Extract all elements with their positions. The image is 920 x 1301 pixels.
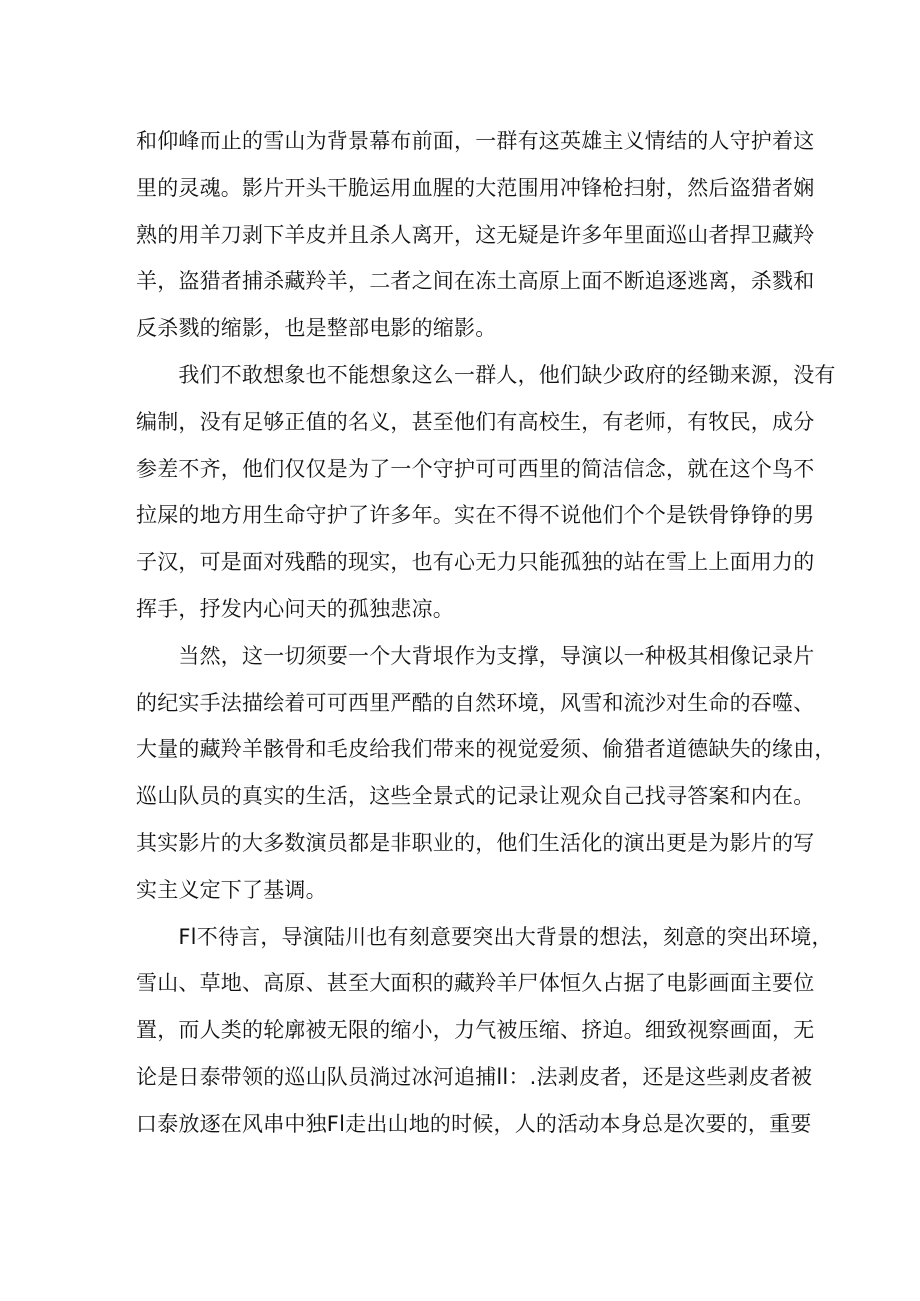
text-line: 论是日泰带领的巡山队员淌过冰河追捕ll：.法剥皮者，还是这些剥皮者被 xyxy=(136,1064,813,1089)
text-line: 其实影片的大多数演员都是非职业的，他们生活化的演出更是为影片的写 xyxy=(136,830,815,855)
text-line: 的纪实手法描绘着可可西里严酷的自然环境，风雪和流沙对生命的吞噬、 xyxy=(136,690,815,715)
text-line: 我们不敢想象也不能想象这么一群人，他们缺少政府的经锄来源，没有 xyxy=(136,362,836,387)
text-line: 挥手，抒发内心问天的孤独悲凉。 xyxy=(136,596,454,621)
text-line: 和仰峰而止的雪山为背景幕布前面，一群有这英雄主义情结的人守护着这 xyxy=(136,129,815,153)
text-line: 大量的藏羚羊骸骨和毛皮给我们带来的视觉爱须、偷猎者道德缺失的缘由， xyxy=(136,737,836,762)
text-line: 熟的用羊刀剥下羊皮并且杀人离开，这无疑是许多年里面巡山者捍卫藏羚 xyxy=(136,222,815,247)
text-line: 当然，这一切须要一个大背垠作为支撑，导演以一种极其相像记录片 xyxy=(136,643,815,668)
text-line: 雪山、草地、高原、甚至大面积的藏羚羊尸体恒久占据了电影画面主要位 xyxy=(136,971,815,996)
text-line: 置，而人类的轮廓被无限的缩小，力气被压缩、挤迫。细致视察画面，无 xyxy=(136,1018,815,1043)
text-line: 子汉，可是面对残酷的现实，也有心无力只能孤独的站在雪上上面用力的 xyxy=(136,550,815,575)
text-line: Fl不待言，导演陆川也有刻意要突出大背景的想法，刻意的突出环境， xyxy=(136,924,833,949)
text-line: 反杀戮的缩影，也是整部电影的缩影。 xyxy=(136,316,497,341)
text-line: 羊，盗猎者捕杀藏羚羊，二者之间在冻土高原上面不断追逐逃离，杀戮和 xyxy=(136,269,815,294)
text-line: 拉屎的地方用生命守护了许多年。实在不得不说他们个个是铁骨铮铮的男 xyxy=(136,503,815,528)
body-text xyxy=(136,118,836,1148)
text-line: 里的灵魂。影片开头干脆运用血腥的大范围用冲锋枪扫射，然后盗猎者娴 xyxy=(136,175,815,200)
text-line: 口泰放逐在风串中独Fl走出山地的时候，人的活动本身总是次要的，重要 xyxy=(136,1111,812,1136)
text-line: 实主义定下了基调。 xyxy=(136,877,327,902)
text-line: 参差不齐，他们仅仅是为了一个守护可可西里的简洁信念，就在这个鸟不 xyxy=(136,456,815,481)
text-line: 巡山队员的真实的生活，这些全景式的记录让观众自己找寻答案和内在。 xyxy=(136,784,815,809)
text-line: 编制，没有足够正值的名义，甚至他们有高校生，有老师，有牧民，成分 xyxy=(136,409,815,434)
